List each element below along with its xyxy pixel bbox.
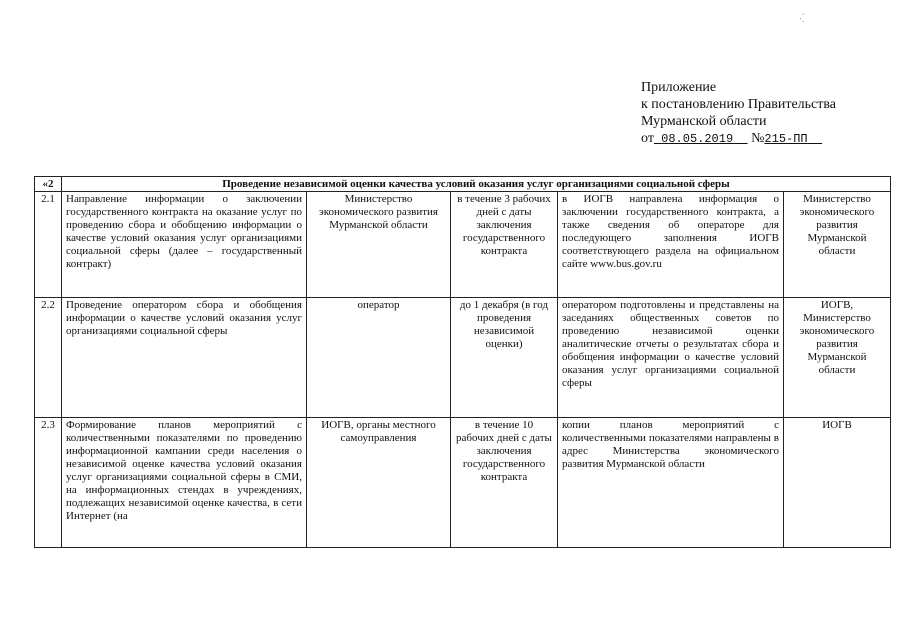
table-row xyxy=(35,192,891,298)
appendix-title: Приложение xyxy=(641,80,717,95)
appendix-region: Мурманской области xyxy=(641,114,767,129)
table-row xyxy=(35,298,891,418)
row-executor: оператор xyxy=(307,298,451,418)
row-executor: ИОГВ, органы местного самоуправления xyxy=(307,418,451,548)
date-value: 08.05.2019 xyxy=(661,132,734,146)
action-plan-table xyxy=(34,176,891,548)
row-responsible: ИОГВ, Министерство экономического развития Мурманской области xyxy=(784,298,891,418)
row-result: копии планов мероприятий с количественными показателями направлены в адрес Министерства экономического развития Мурманской области xyxy=(558,418,784,548)
section-header-row xyxy=(35,177,891,192)
row-action: Формирование планов мероприятий с количественными показателями по проведению информационной кампании среди населения о независимой оценке качества условий оказания услуг организациями социальной сферы в СМИ, на информационных стендах в учреждениях, подлежащих независимой оценке качества, в сети Интернет (на xyxy=(62,418,307,548)
row-action: Проведение оператором сбора и обобщения информации о качестве условий оказания услуг организациями социальной сферы xyxy=(62,298,307,418)
row-deadline: в течение 3 рабочих дней с даты заключения государственного контракта xyxy=(451,192,558,298)
row-result: оператором подготовлены и представлены на заседаниях общественных советов по проведению независимой оценки аналитические отчеты о результатах сбора и обобщения информации о качестве условий оказания услуг организациями социальной сферы xyxy=(558,298,784,418)
row-responsible: ИОГВ xyxy=(784,418,891,548)
row-number: 2.1 xyxy=(35,192,62,298)
row-action: Направление информации о заключении государственного контракта на оказание услуг по проведению сбора и обобщению информации о качестве условий оказания услуг организациями социальной сферы (далее – государственный контракт) xyxy=(62,192,307,298)
corner-mark: ·.́ xyxy=(799,14,805,24)
row-responsible: Министерство экономического развития Мурманской области xyxy=(784,192,891,298)
appendix-date-line xyxy=(641,130,836,148)
row-executor: Министерство экономического развития Мурманской области xyxy=(307,192,451,298)
section-title: Проведение независимой оценки качества условий оказания услуг организациями социальной сферы xyxy=(62,177,891,192)
section-number: «2 xyxy=(35,177,62,192)
row-deadline: в течение 10 рабочих дней с даты заключения государственного контракта xyxy=(451,418,558,548)
date-prefix: от xyxy=(641,131,654,146)
table-row xyxy=(35,418,891,548)
row-deadline: до 1 декабря (в год проведения независимой оценки) xyxy=(451,298,558,418)
appendix-header xyxy=(641,79,836,148)
row-number: 2.3 xyxy=(35,418,62,548)
row-result: в ИОГВ направлена информация о заключении государственного контракта, а также сведения об операторе для последующего заполнения ИОГВ соответствующего раздела на официальном сайте www.bus.gov.ru xyxy=(558,192,784,298)
row-number: 2.2 xyxy=(35,298,62,418)
number-prefix: № xyxy=(751,131,765,146)
appendix-resolution: к постановлению Правительства xyxy=(641,97,837,112)
number-value: 215-ПП xyxy=(764,132,808,146)
